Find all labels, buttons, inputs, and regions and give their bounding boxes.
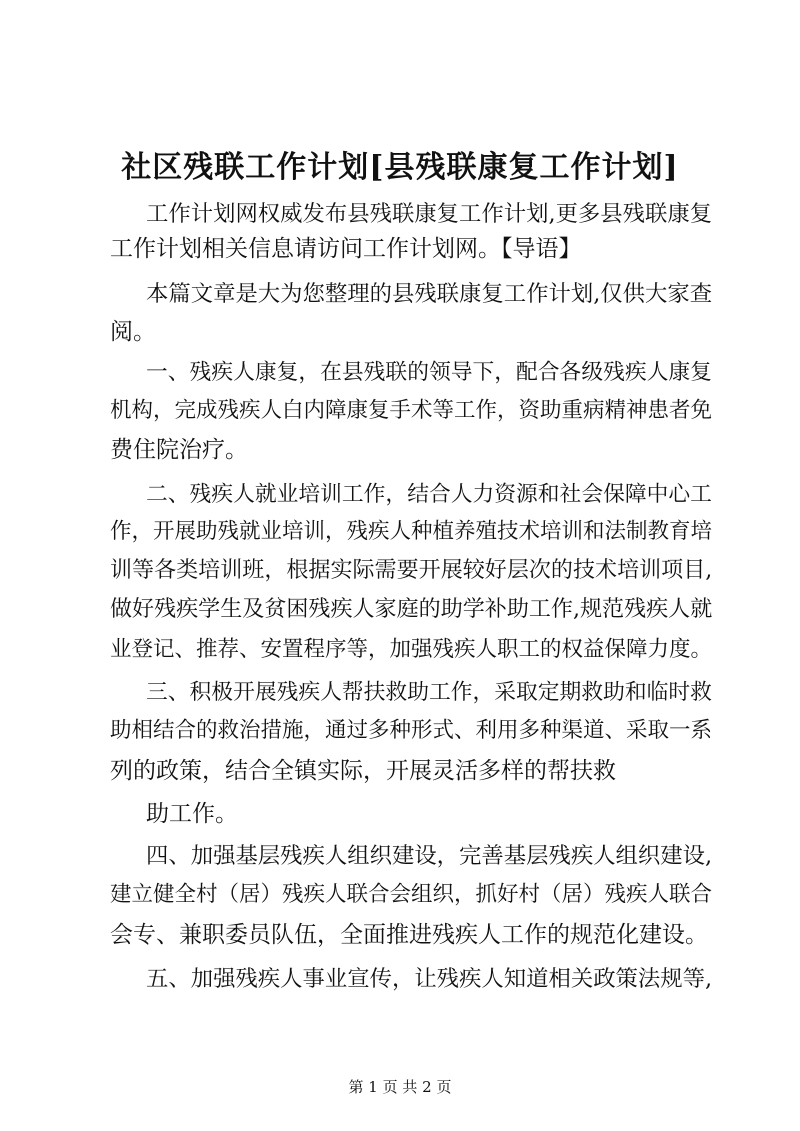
paragraph-line: 作，开展助残就业培训，残疾人种植养殖技术培训和法制教育培 xyxy=(110,519,713,544)
paragraph-line: 工作计划网权威发布县残联康复工作计划,更多县残联康复 xyxy=(146,201,713,227)
paragraph-line: 阅。 xyxy=(110,319,156,345)
paragraph-line: 二、残疾人就业培训工作，结合人力资源和社会保障中心工 xyxy=(146,482,712,507)
paragraph-line: 做好残疾学生及贫困残疾人家庭的助学补助工作,规范残疾人就 xyxy=(110,597,713,622)
paragraph-line: 列的政策，结合全镇实际，开展灵活多样的帮扶救 xyxy=(110,758,616,784)
paragraph-line: 一、残疾人康复，在县残联的领导下，配合各级残疾人康复 xyxy=(146,360,712,385)
paragraph-line: 四、加强基层残疾人组织建设，完善基层残疾人组织建设, xyxy=(146,843,713,869)
paragraph-line: 助相结合的救治措施，通过多种形式、利用多种渠道、采取一系 xyxy=(110,718,713,743)
paragraph-line: 三、积极开展残疾人帮扶救助工作，采取定期救助和临时救 xyxy=(146,680,712,705)
paragraph-line: 助工作。 xyxy=(146,801,238,827)
paragraph-line: 训等各类培训班，根据实际需要开展较好层次的技术培训项目, xyxy=(110,558,713,583)
paragraph-line: 本篇文章是大为您整理的县残联康复工作计划,仅供大家查 xyxy=(146,281,713,307)
paragraph-line: 业登记、推荐、安置程序等，加强残疾人职工的权益保障力度。 xyxy=(110,637,713,662)
paragraph-line: 五、加强残疾人事业宣传，让残疾人知道相关政策法规等, xyxy=(146,966,713,992)
paragraph-line: 会专、兼职委员队伍，全面推进残疾人工作的规范化建设。 xyxy=(110,922,708,948)
paragraph-line: 建立健全村（居）残疾人联合会组织，抓好村（居）残疾人联合 xyxy=(110,882,713,907)
paragraph-line: 机构，完成残疾人白内障康复手术等工作，资助重病精神患者免 xyxy=(110,398,713,423)
document-title: 社区残联工作计划[县残联康复工作计划] xyxy=(121,150,679,185)
paragraph-line: 工作计划相关信息请访问工作计划网。【导语】 xyxy=(110,236,582,262)
paragraph-line: 费住院治疗。 xyxy=(110,437,248,463)
page-footer: 第 1 页 共 2 页 xyxy=(348,1078,452,1096)
